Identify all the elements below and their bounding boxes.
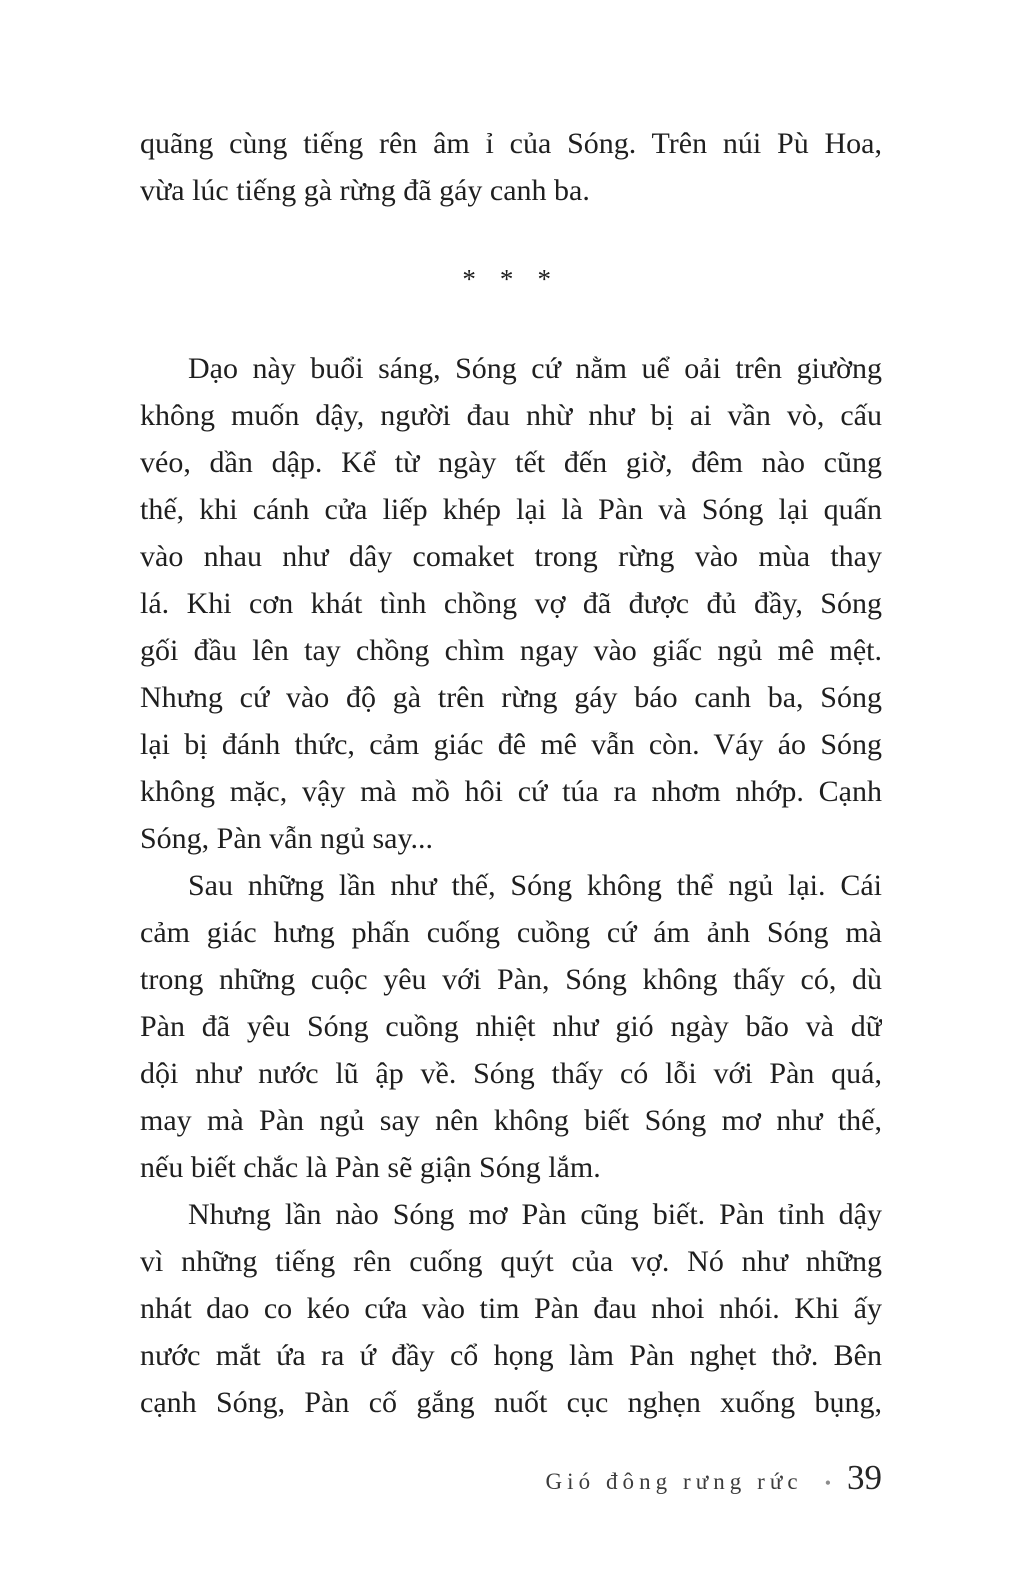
book-title: Gió đông rưng rức: [545, 1469, 803, 1494]
text-line: Nhưng lần nào Sóng mơ Pàn cũng biết. Pàn tỉnh dậy: [188, 1198, 882, 1231]
paragraph: [140, 345, 882, 862]
page-body: [140, 0, 882, 1426]
text-line: Nhưng cứ vào độ gà trên rừng gáy báo canh ba, Sóng: [140, 681, 882, 714]
paragraph: [140, 1191, 882, 1426]
page-footer: [140, 1458, 882, 1498]
text-line: trong những cuộc yêu với Pàn, Sóng không thấy có, dù: [140, 963, 882, 996]
text-line: lá. Khi cơn khát tình chồng vợ đã được đủ đầy, Sóng: [140, 587, 882, 620]
text-line: thế, khi cánh cửa liếp khép lại là Pàn và Sóng lại quấn: [140, 493, 882, 526]
paragraph: [140, 862, 882, 1191]
text-line: nước mắt ứa ra ứ đầy cổ họng làm Pàn nghẹt thở. Bên: [140, 1339, 882, 1372]
text-line: gối đầu lên tay chồng chìm ngay vào giấc ngủ mê mệt.: [140, 634, 882, 667]
text-line: không mặc, vậy mà mồ hôi cứ túa ra nhơm nhớp. Cạnh: [140, 775, 882, 808]
text-line: lại bị đánh thức, cảm giác đê mê vẫn còn. Váy áo Sóng: [140, 728, 882, 761]
text-line: vì những tiếng rên cuống quýt của vợ. Nó như những: [140, 1245, 882, 1278]
paragraph: [140, 120, 882, 214]
text-line: quãng cùng tiếng rên âm ỉ của Sóng. Trên núi Pù Hoa,: [140, 127, 882, 160]
text-line: không muốn dậy, người đau nhừ như bị ai vần vò, cấu: [140, 399, 882, 432]
page-number: 39: [847, 1458, 882, 1497]
text-line: nhát dao co kéo cứa vào tim Pàn đau nhoi nhói. Khi ấy: [140, 1292, 882, 1325]
footer-bullet-icon: •: [824, 1473, 831, 1493]
text-line: Dạo này buổi sáng, Sóng cứ nằm uể oải trên giường: [188, 352, 882, 385]
text-line: vừa lúc tiếng gà rừng đã gáy canh ba.: [140, 174, 590, 207]
text-line: vào nhau như dây comaket trong rừng vào mùa thay: [140, 540, 882, 573]
text-line: Sau những lần như thế, Sóng không thể ngủ lại. Cái: [188, 869, 882, 902]
text-line: cảm giác hưng phấn cuống cuồng cứ ám ảnh Sóng mà: [140, 916, 882, 949]
text-line: Sóng, Pàn vẫn ngủ say...: [140, 822, 434, 855]
text-line: Pàn đã yêu Sóng cuồng nhiệt như gió ngày bão và dữ: [140, 1010, 882, 1043]
text-line: véo, dần dập. Kể từ ngày tết đến giờ, đêm nào cũng: [140, 446, 882, 479]
text-line: nếu biết chắc là Pàn sẽ giận Sóng lắm.: [140, 1151, 601, 1184]
text-line: cạnh Sóng, Pàn cố gắng nuốt cục nghẹn xuống bụng,: [140, 1386, 882, 1419]
text-line: dội như nước lũ ập về. Sóng thấy có lỗi với Pàn quá,: [140, 1057, 882, 1090]
section-break: * * *: [462, 264, 560, 294]
text-line: may mà Pàn ngủ say nên không biết Sóng mơ như thế,: [140, 1104, 882, 1137]
